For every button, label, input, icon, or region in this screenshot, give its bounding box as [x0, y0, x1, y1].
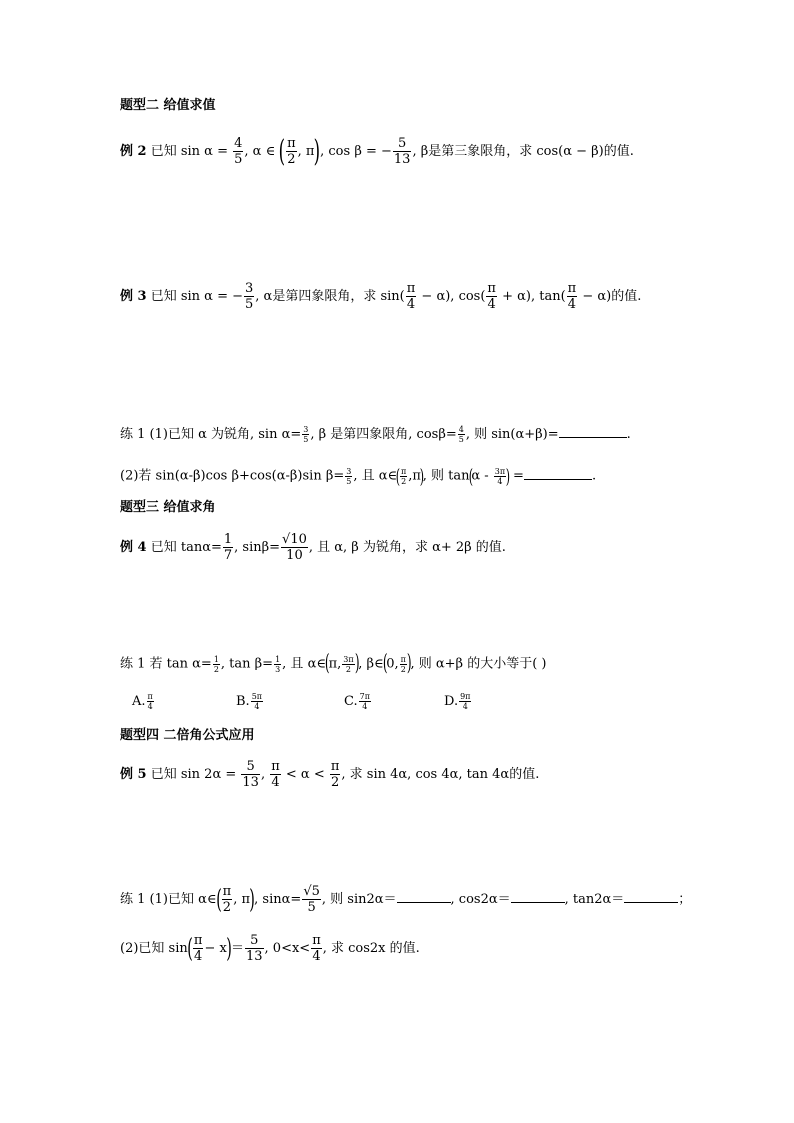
fraction: $\frac{5}{13}$	[242, 759, 259, 790]
fraction: $\frac{\pi}{4}$	[193, 933, 203, 964]
fraction: $\frac{\pi}{4}$	[406, 281, 416, 312]
fraction: $\frac{\pi}{2}$	[222, 884, 232, 915]
option-b[interactable]: B. $\frac{5\pi}{4}$	[236, 692, 263, 711]
fraction: $\frac{4}{5}$	[458, 425, 464, 444]
answer-blank[interactable]	[397, 890, 451, 903]
example-4: 例 4 已知 tanα= $\frac{1}{7}$ , sinβ= $\frac{√10}{10}$ , 且 α, β 为锐角，求 α+ 2β 的值.	[120, 532, 506, 563]
fraction: $\frac{3}{5}$	[303, 425, 309, 444]
fraction: $\frac{\pi}{2}$	[400, 654, 406, 674]
fraction: $\frac{4}{5}$	[234, 136, 243, 167]
fraction: $\frac{3\pi}{2}$	[343, 654, 354, 674]
fraction: $\frac{\pi}{4}$	[312, 933, 321, 964]
option-c[interactable]: C. $\frac{7\pi}{4}$	[344, 692, 370, 711]
fraction: $\frac{\pi}{4}$	[567, 281, 577, 312]
answer-blank[interactable]	[511, 890, 565, 903]
example-label: 例 3	[120, 289, 147, 304]
practice-1-2: (2)若 sin(α-β)cos β+cos(α-β)sin β= $\frac{3}{5}$ , 且 α∈( $\frac{\pi}{2}$ ,π), 则 tan(α - $\frac{3\pi}{4}$ ) = .	[120, 464, 597, 488]
example-label: 例 2	[120, 144, 147, 159]
section-heading-4: 题型四 二倍角公式应用	[120, 728, 255, 743]
example-5: 例 5 已知 sin 2α = $\frac{5}{13}$ , $\frac{\pi}{4}$ < α < $\frac{\pi}{2}$ , 求 sin 4α, cos 4α, tan 4α的值.	[120, 759, 540, 790]
practice-4-2: (2)已知 sin( $\frac{\pi}{4}$ − x)＝ $\frac{5}{13}$ , 0<x< $\frac{\pi}{4}$ , 求 cos2x 的值.	[120, 933, 420, 964]
example-label: 例 5	[120, 767, 147, 782]
fraction: $\frac{1}{2}$	[213, 654, 219, 674]
answer-blank[interactable]	[624, 890, 678, 903]
fraction: $\frac{1}{3}$	[275, 654, 281, 674]
answer-blank[interactable]	[559, 425, 627, 438]
option-d[interactable]: D. $\frac{9\pi}{4}$	[444, 692, 471, 711]
example-3: 例 3 已知 sin α = − $\frac{3}{5}$ , α是第四象限角，求 sin( $\frac{\pi}{4}$ − α), cos( $\frac{\pi}{4}$ + α), tan( $\frac{\pi}{4}$ − α)的值.	[120, 281, 642, 312]
section-heading-2: 题型二 给值求值	[120, 98, 216, 113]
fraction: $\frac{5}{13}$	[393, 136, 411, 167]
fraction: $\frac{3}{5}$	[346, 466, 352, 486]
example-2: 例 2 已知 sin α = $\frac{4}{5}$ , α ∈ ( $\frac{\pi}{2}$ , π), cos β = − $\frac{5}{13}$ , β是第三象限角，求 cos(α − β)的值.	[120, 133, 634, 169]
section-heading-3: 题型三 给值求角	[120, 500, 216, 515]
fraction: $\frac{5}{13}$	[245, 933, 263, 964]
fraction: $\frac{3}{5}$	[245, 281, 254, 312]
fraction: $\frac{\pi}{4}$	[271, 759, 280, 790]
fraction: $\frac{\pi}{2}$	[330, 759, 340, 790]
fraction: $\frac{1}{7}$	[223, 532, 233, 563]
fraction: $\frac{3\pi}{4}$	[494, 466, 506, 486]
practice-3-1: 练 1 若 tan α= $\frac{1}{2}$ , tan β= $\frac{1}{3}$ , 且 α∈(π, $\frac{3\pi}{2}$ ), β∈(0, $\frac{\pi}{2}$ ), 则 α+β 的大小等于( )	[120, 651, 547, 676]
fraction: $\frac{\pi}{2}$	[287, 136, 296, 167]
answer-blank[interactable]	[524, 467, 592, 480]
fraction: $\frac{√5}{5}$	[303, 884, 320, 915]
option-a[interactable]: A. $\frac{\pi}{4}$	[132, 692, 153, 711]
fraction: $\frac{\pi}{2}$	[400, 466, 407, 486]
fraction: $\frac{√10}{10}$	[282, 532, 307, 563]
answer-options	[132, 692, 472, 711]
practice-4-1: 练 1 (1)已知 α∈( $\frac{\pi}{2}$ , π), sinα= $\frac{√5}{5}$ , 则 sin2α＝ , cos2α＝ , tan2α＝ ；	[120, 884, 692, 915]
practice-1-1: 练 1 (1)已知 α 为锐角, sin α= $\frac{3}{5}$ , β 是第四象限角, cosβ= $\frac{4}{5}$ , 则 sin(α+β)= .	[120, 425, 631, 444]
example-label: 例 4	[120, 540, 147, 555]
fraction: $\frac{\pi}{4}$	[487, 281, 496, 312]
